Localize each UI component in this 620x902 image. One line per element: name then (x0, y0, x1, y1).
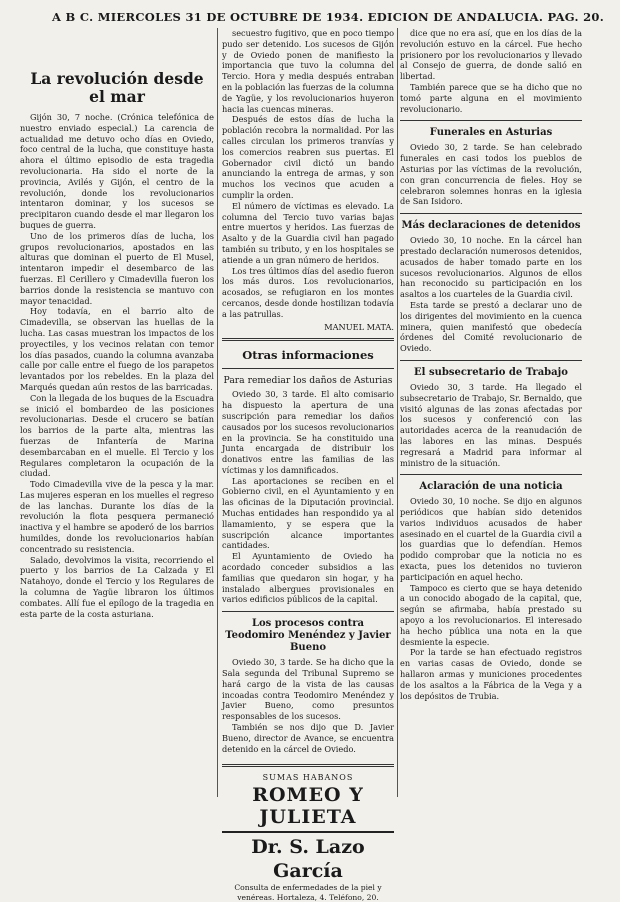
paragraph: El número de víctimas es elevado. La columna del Tercio tuvo varias bajas entre muertos y heridos. Las fuerzas de Asalto y de la Guardia civil han pagado también su tributo, y en los hospitales se atiende a un gran número de heridos. (222, 200, 394, 265)
section-title: Aclaración de una noticia (419, 481, 563, 493)
ad-footer: Consulta de enfermedades de la piel y venéreas. Hortaleza, 4. Teléfono, 20. (234, 883, 382, 902)
subheading: Para remediar los daños de Asturias (223, 375, 393, 387)
paragraph: Con la llegada de los buques de la Escuadra se inició el bombardeo de las posiciones revolucionarias. Desde el crucero se batían los barrios de la parte alta, mientras las fuerzas de Infantería de Marina desembarcaban en el muelle. El Tercio y los Regulares completaron la ocupación de la ciudad. (20, 392, 214, 479)
section-title: El subsecretario de Trabajo (414, 366, 568, 378)
paragraph: Los tres últimos días del asedio fueron los más duros. Los revolucionarios, acosados, se refugiaron en los montes cercanos, desde donde hostilizan todavía a las patrullas. (222, 265, 394, 319)
advertisement (222, 764, 394, 902)
column-2 (222, 28, 394, 902)
paragraph: Uno de los primeros días de lucha, los grupos revolucionarios, apostados en las alturas que dominan el puerto de El Musel, intentaron impedir el desembarco de las fuerzas. El Cerillero y Cimadevilla fueron los barrios donde la resistencia se mantuvo con mayor tenacidad. (20, 230, 214, 306)
paragraph: Oviedo 30, 10 noche. En la cárcel han prestado declaración numerosos detenidos, acusados de haber tomado parte en los sucesos revolucionarios. Algunos de ellos han reconocido su participación en los asaltos a los cuarteles de la Guardia civil. (400, 235, 582, 300)
paragraph: dice que no era así, que en los días de la revolución estuvo en la cárcel. Fue hecho prisionero por los revolucionarios y llevado al Consejo de guerra, de donde salió en libertad. (400, 28, 582, 82)
article-title: La revolución desde el mar (30, 69, 204, 106)
ad-doctor: Dr. S. Lazo García (222, 831, 394, 883)
divider (400, 360, 582, 361)
divider (400, 213, 582, 214)
column-rule (217, 28, 218, 797)
paragraph: Las aportaciones se reciben en el Gobierno civil, en el Ayuntamiento y en las oficinas de la Diputación provincial. Muchas entidades han respondido ya al llamamiento, y se espera que la suscripción alcance importantes cantidades. (222, 475, 394, 551)
divider (400, 474, 582, 475)
divider (222, 764, 394, 767)
paragraph: También parece que se ha dicho que no tomó parte alguna en el movimiento revolucionario. (400, 81, 582, 114)
paragraph: Oviedo 30, 10 noche. Se dijo en algunos periódicos que habían sido detenidos varios individuos acusados de haber asesinado en el cuartel de la Guardia civil a los guardias que lo defendían. Hemos podido comprobar que la noticia no es exacta, pues los detenidos no tuvieron participación en aquel hecho. (400, 496, 582, 582)
paragraph: Todo Cimadevilla vive de la pesca y la mar. Las mujeres esperan en los muelles el regreso de las lanchas. Durante los días de la revolución la flota pesquera permaneció inactiva y el hambre se apoderó de los barrios humildes, donde los revolucionarios habían concentrado su resistencia. (20, 479, 214, 554)
paragraph: Por la tarde se han efectuado registros en varias casas de Oviedo, donde se hallaron armas y municiones procedentes de los asaltos a la Fábrica de la Vega y a los depósitos de Trubia. (400, 647, 582, 701)
column-1 (20, 28, 214, 797)
page-header: A B C. MIERCOLES 31 DE OCTUBRE DE 1934. EDICION DE ANDALUCIA. PAG. 20. (52, 10, 605, 24)
paragraph: Oviedo 30, 3 tarde. El alto comisario ha dispuesto la apertura de una suscripción para remediar los daños causados por los sucesos revolucionarios en la provincia. Se ha constituido una Junta encargada de distribuir los donativos entre las familias de las víctimas y los damnificados. (222, 389, 394, 475)
paragraph: Gijón 30, 7 noche. (Crónica telefónica de nuestro enviado especial.) La carencia de actualidad me detuvo ocho días en Oviedo, foco central de la lucha, que constituye hasta ahora el último episodio de esta tragedia revolucionaria. Ha sido el norte de la provincia, Avilés y Gijón, el centro de la revolución, donde los revolucionarios intentaron dominar, y los sucesos se precipitaron cuando desde el mar llegaron los buques de guerra. (20, 112, 214, 230)
paragraph: Esta tarde se prestó a declarar uno de los dirigentes del movimiento en la cuenca minera, quien manifestó que obedecía órdenes del Comité revolucionario de Oviedo. (400, 299, 582, 354)
paragraph: El Ayuntamiento de Oviedo ha acordado conceder subsidios a las familias que quedaron sin hogar, y ha instalado albergues provisionales en varios edificios públicos de la capital. (222, 551, 394, 605)
paragraph: También se nos dijo que D. Javier Bueno, director de Avance, se encuentra detenido en la cárcel de Oviedo. (222, 722, 394, 754)
column-3 (400, 28, 582, 797)
paragraph: Después de estos días de lucha la población recobra la normalidad. Por las calles circulan los primeros tranvías y los comercios reabren sus puertas. El Gobernador civil dictó un bando anunciando la entrega de armas, y son muchos los vecinos que acuden a cumplir la orden. (222, 114, 394, 200)
section-title: Más declaraciones de detenidos (401, 220, 581, 232)
signature: MANUEL MATA. (324, 321, 394, 332)
paragraph: Oviedo 30, 2 tarde. Se han celebrado funerales en casi todos los pueblos de Asturias por las víctimas de la revolución, con gran concurrencia de fieles. Hoy se celebraron solemnes honras en la iglesia de San Isidoro. (400, 142, 582, 207)
divider (400, 120, 582, 121)
section-title: Otras informaciones (242, 348, 374, 363)
paragraph: Oviedo 30, 3 tarde. Ha llegado el subsecretario de Trabajo, Sr. Bernaldo, que visitó algunas de las zonas afectadas por los sucesos y conferenció con las autoridades acerca de la reanudación de las labores en las minas. Después regresará a Madrid para informar al ministro de la situación. (400, 381, 582, 468)
paragraph: Tampoco es cierto que se haya detenido a un conocido abogado de la capital, que, según se afirmaba, había prestado su apoyo a los revolucionarios. El interesado ha hecho pública una nota en la que desmiente la especie. (400, 582, 582, 647)
ad-tagline: SUMAS HABANOS (262, 773, 354, 783)
paragraph: Hoy todavía, en el barrio alto de Cimadevilla, se observan las huellas de la lucha. Las casas muestran los impactos de los proyectiles, y los vecinos relatan con temor los días pasados, cuando la columna avanzaba calle por calle entre el fuego de los parapetos levantados por los rebeldes. En la plaza del Marqués quedan aún restos de las barricadas. (20, 306, 214, 392)
column-rule (397, 28, 398, 797)
paragraph: secuestro fugitivo, que en poco tiempo pudo ser detenido. Los sucesos de Gijón y de Oviedo ponen de manifiesto la importancia que tuvo la columna del Tercio. Hora y media después entraban en la población las fuerzas de la columna de Yagüe, y los revolucionarios huyeron hacia las cuencas mineras. (222, 28, 394, 114)
paragraph: Oviedo 30, 3 tarde. Se ha dicho que la Sala segunda del Tribunal Supremo se hará cargo de la vista de las causas incoadas contra Teodomiro Menéndez y Javier Bueno, como presuntos responsables de los sucesos. (222, 657, 394, 722)
divider (222, 611, 394, 612)
subheading: Los procesos contra Teodomiro Menéndez y Javier Bueno (225, 618, 391, 654)
paragraph: Salado, devolvimos la visita, recorriendo el puerto y los barrios de La Calzada y El Natahoyo, donde el Tercio y los Regulares de la columna de Yagüe libraron los últimos combates. Allí fue el epílogo de la tragedia en esta parte de la costa asturiana. (20, 554, 214, 619)
ad-brand: ROMEO Y JULIETA (252, 784, 364, 829)
divider (222, 338, 394, 341)
divider (222, 368, 394, 369)
section-title: Funerales en Asturias (429, 127, 553, 139)
